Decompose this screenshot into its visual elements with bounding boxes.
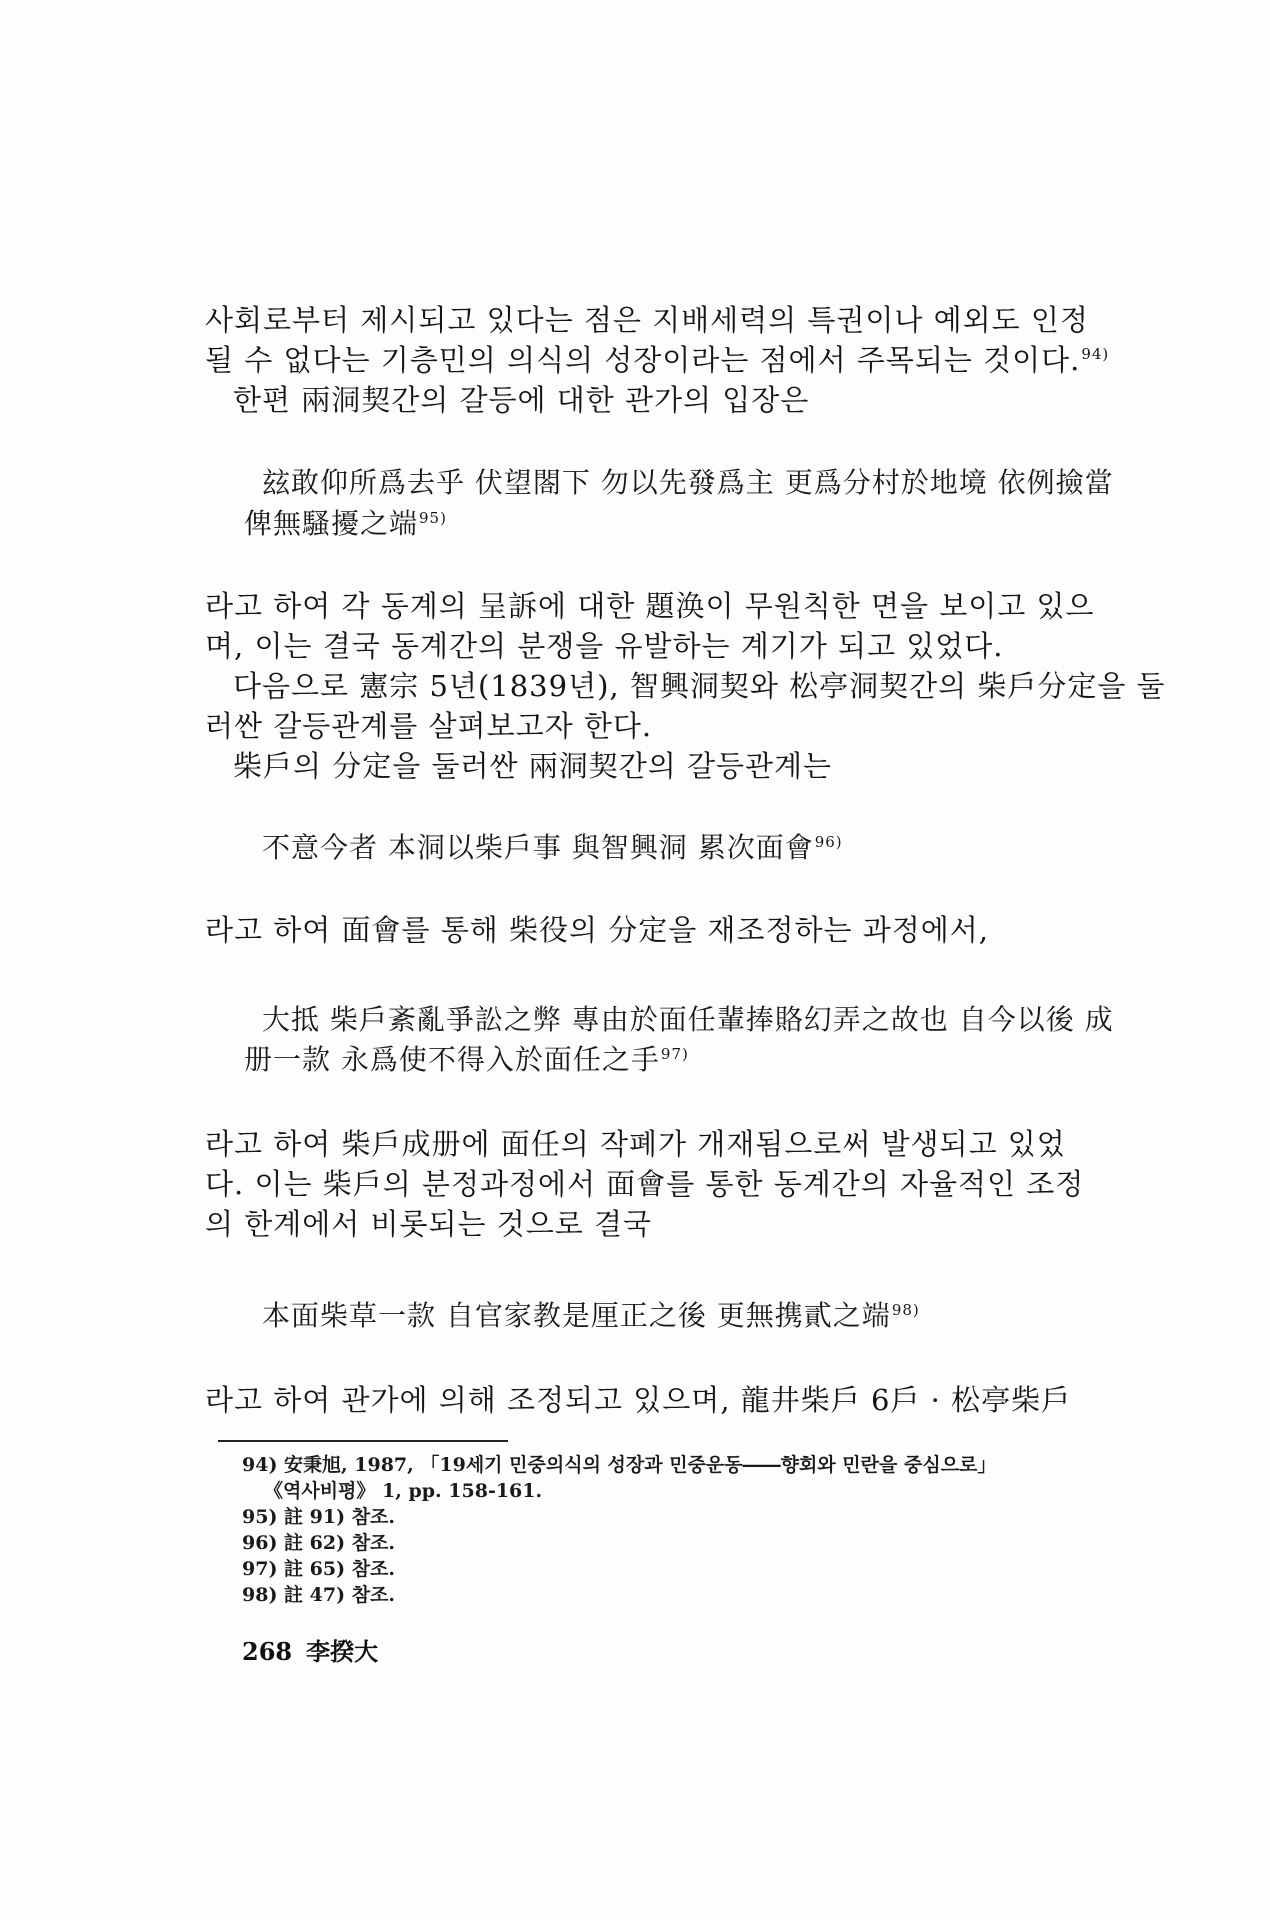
body-line: 한편 兩洞契간의 갈등에 대한 관가의 입장은 xyxy=(233,383,810,417)
footnote-ref-97: 97) xyxy=(660,1044,689,1063)
body-line: 며, 이는 결국 동계간의 분쟁을 유발하는 계기가 되고 있었다. xyxy=(205,629,1004,663)
footnote: 《역사비평》 1, pp. 158-161. xyxy=(264,1480,543,1502)
block-quote-line: 大抵 柴戶紊亂爭訟之弊 專由於面任輩捧賂幻弄之故也 自今以後 成 xyxy=(262,1003,1114,1036)
body-line: 라고 하여 관가에 의해 조정되고 있으며, 龍井柴戶 6戶 · 松亭柴戶 xyxy=(205,1383,1072,1417)
footnote: 94) 安秉旭, 1987, 「19세기 민중의식의 성장과 민중운동――향회와 민란을 중심으로」 xyxy=(242,1454,997,1476)
block-quote-line: 玆敢仰所爲去乎 伏望閤下 勿以先發爲主 更爲分村於地境 依例撿當 xyxy=(262,466,1114,499)
page-number: 268 xyxy=(242,1637,293,1666)
footnote-ref-94: 94) xyxy=(1081,345,1110,364)
footnote-ref-98: 98) xyxy=(891,1300,920,1319)
body-line: 러싼 갈등관계를 살펴보고자 한다. xyxy=(205,709,653,743)
body-line: 사회로부터 제시되고 있다는 점은 지배세력의 특권이나 예외도 인정 xyxy=(205,303,1089,337)
page-footer xyxy=(242,1632,378,1667)
footnote: 98) 註 47) 참조. xyxy=(242,1584,396,1606)
block-quote-line: 册一款 永爲使不得入於面任之手$^{97)}$ xyxy=(244,1043,689,1076)
body-line: 될 수 없다는 기층민의 의식의 성장이라는 점에서 주목되는 것이다.$^{94)}$ xyxy=(205,343,1110,377)
body-line: 라고 하여 面會를 통해 柴役의 分定을 재조정하는 과정에서, xyxy=(205,913,989,947)
footnote: 97) 註 65) 참조. xyxy=(242,1558,396,1580)
block-quote-line: 本面柴草一款 自官家教是厘正之後 更無携貳之端$^{98)}$ xyxy=(262,1299,920,1332)
body-line: 柴戶의 分定을 둘러싼 兩洞契간의 갈등관계는 xyxy=(233,749,833,783)
block-quote-line: 不意今者 本洞以柴戶事 與智興洞 累次面會$^{96)}$ xyxy=(262,831,843,864)
body-line: 다. 이는 柴戶의 분정과정에서 面會를 통한 동계간의 자율적인 조정 xyxy=(205,1167,1085,1201)
footnote: 96) 註 62) 참조. xyxy=(242,1532,396,1554)
footnote: 95) 註 91) 참조. xyxy=(242,1506,396,1528)
footnote-ref-95: 95) xyxy=(419,508,447,527)
footnote-ref-96: 96) xyxy=(814,832,843,851)
footnote-divider xyxy=(218,1440,508,1442)
body-line: 다음으로 憲宗 5년(1839년), 智興洞契와 松亭洞契간의 柴戶分定을 둘 xyxy=(233,669,1166,703)
body-line: 의 한계에서 비롯되는 것으로 결국 xyxy=(205,1207,653,1241)
body-line: 라고 하여 각 동계의 呈訴에 대한 題涣이 무원칙한 면을 보이고 있으 xyxy=(205,589,1095,623)
author-name: 李揆大 xyxy=(306,1637,379,1666)
block-quote-line: 俾無騷擾之端$^{95)}$ xyxy=(244,507,447,540)
body-line: 라고 하여 柴戶成册에 面任의 작폐가 개재됨으로써 발생되고 있었 xyxy=(205,1127,1066,1161)
